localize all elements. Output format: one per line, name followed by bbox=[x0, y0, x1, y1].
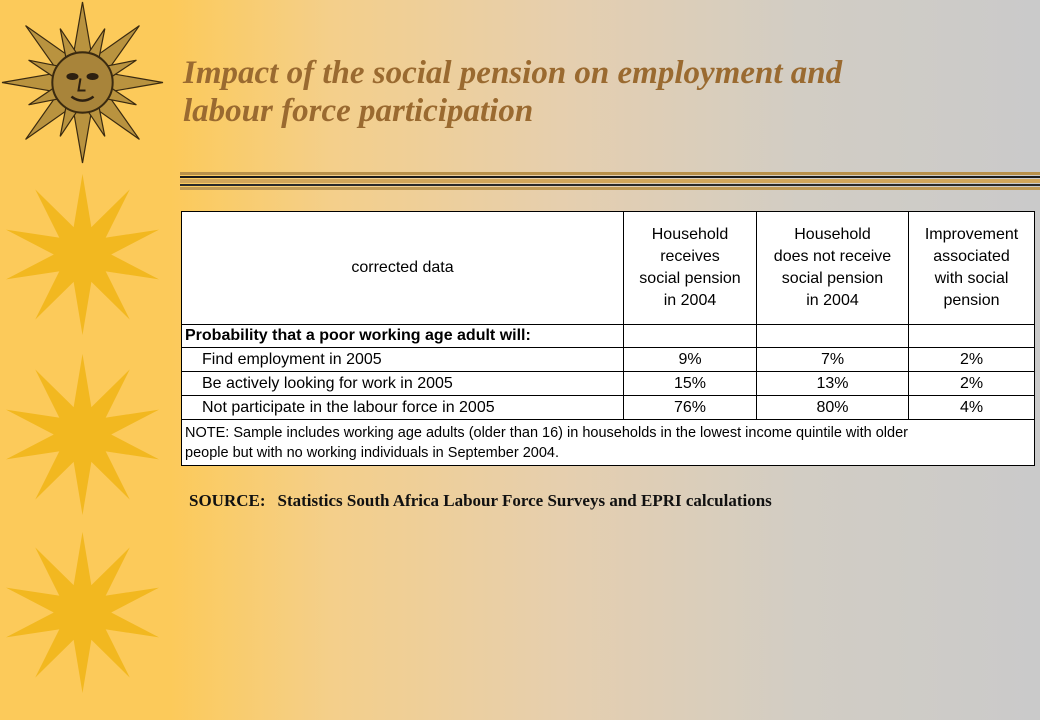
header-line: in 2004 bbox=[663, 292, 717, 309]
header-line: in 2004 bbox=[806, 292, 859, 309]
header-line: social pension bbox=[781, 270, 884, 287]
title-line: Impact of the social pension on employment and bbox=[183, 55, 843, 91]
row-label: Be actively looking for work in 2005 bbox=[182, 372, 624, 396]
note-line: people but with no working individuals in September 2004. bbox=[185, 444, 560, 461]
value-receives: 9% bbox=[624, 348, 757, 372]
header-line: social pension bbox=[639, 270, 741, 287]
empty-cell bbox=[624, 325, 757, 348]
value-not-receive: 13% bbox=[757, 372, 909, 396]
header-line: Household bbox=[794, 226, 871, 243]
source-citation bbox=[189, 491, 784, 511]
empty-cell bbox=[909, 325, 1035, 348]
value-not-receive: 7% bbox=[757, 348, 909, 372]
results-table bbox=[181, 211, 1035, 466]
slide-title bbox=[183, 54, 1003, 130]
source-text: Statistics South Africa Labour Force Surveys and EPRI calculations bbox=[277, 491, 772, 510]
header-line: associated bbox=[933, 248, 1010, 265]
note-row bbox=[182, 420, 1035, 466]
decorative-sidebar bbox=[0, 0, 168, 720]
sun-face-icon bbox=[0, 0, 165, 165]
header-line: does not receive bbox=[773, 248, 892, 265]
value-receives: 15% bbox=[624, 372, 757, 396]
header-line: with social bbox=[934, 270, 1009, 287]
table-row bbox=[182, 396, 1035, 420]
header-line: Household bbox=[651, 226, 729, 243]
corner-label: corrected data bbox=[182, 212, 624, 325]
value-receives: 76% bbox=[624, 396, 757, 420]
source-label: SOURCE: bbox=[189, 491, 266, 510]
title-line: labour force participation bbox=[183, 93, 534, 129]
note-line: NOTE: Sample includes working age adults (older than 16) in households in the lowest income quintile with older bbox=[185, 424, 908, 441]
sun-icon bbox=[0, 172, 165, 337]
sun-icon bbox=[0, 530, 165, 695]
column-header-improvement bbox=[909, 212, 1035, 325]
empty-cell bbox=[757, 325, 909, 348]
table-row bbox=[182, 372, 1035, 396]
row-label: Find employment in 2005 bbox=[182, 348, 624, 372]
table-row bbox=[182, 348, 1035, 372]
header-line: pension bbox=[943, 292, 1000, 309]
title-divider bbox=[180, 172, 1040, 190]
sun-icon bbox=[0, 352, 165, 517]
header-line: receives bbox=[660, 248, 720, 265]
table-note bbox=[182, 420, 1035, 466]
column-header-not-receive bbox=[757, 212, 909, 325]
group-row bbox=[182, 325, 1035, 348]
results-table-container bbox=[181, 211, 1034, 465]
header-line: Improvement bbox=[924, 226, 1019, 243]
value-not-receive: 80% bbox=[757, 396, 909, 420]
value-improvement: 2% bbox=[909, 372, 1035, 396]
value-improvement: 2% bbox=[909, 348, 1035, 372]
row-label: Not participate in the labour force in 2005 bbox=[182, 396, 624, 420]
value-improvement: 4% bbox=[909, 396, 1035, 420]
table-header-row bbox=[182, 212, 1035, 325]
column-header-receives bbox=[624, 212, 757, 325]
group-label: Probability that a poor working age adult will: bbox=[182, 325, 624, 348]
